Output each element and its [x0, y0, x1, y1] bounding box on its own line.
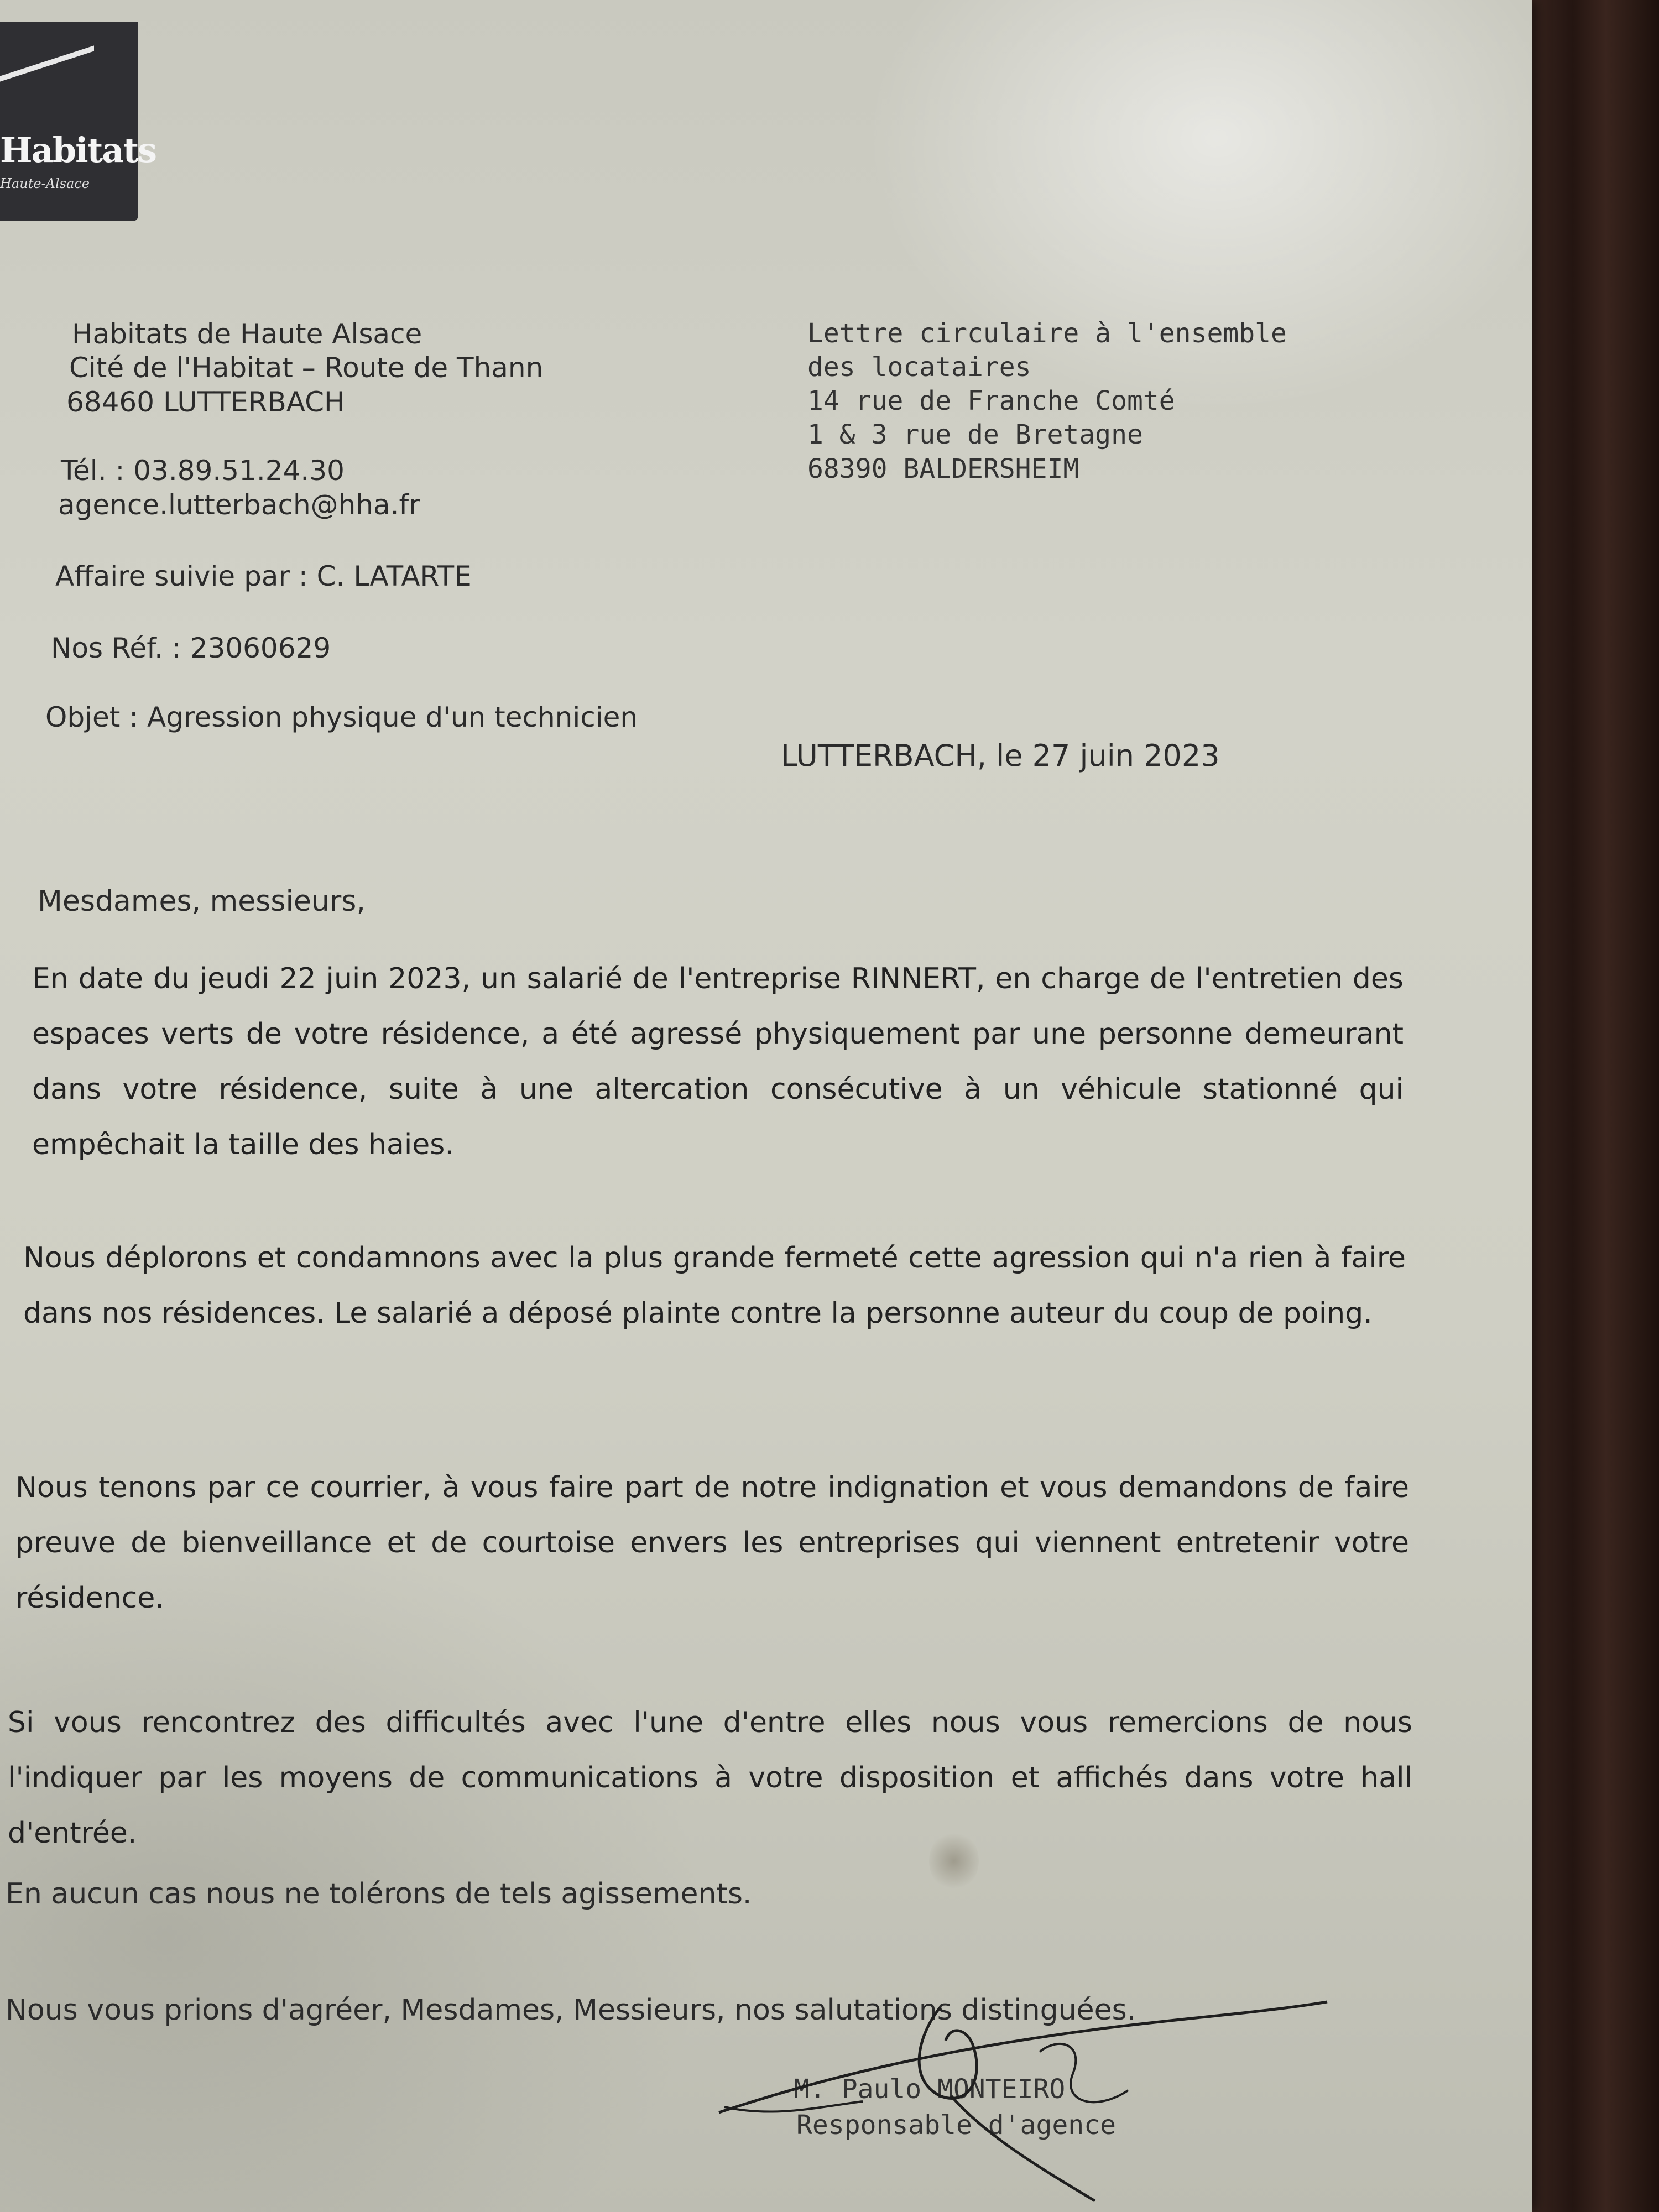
signatory-name: M. Paulo MONTEIRO	[794, 2074, 1066, 2105]
paper-stain	[929, 1830, 979, 1891]
place-date: LUTTERBACH, le 27 juin 2023	[781, 738, 1220, 773]
recipient-line-3: 14 rue de Franche Comté	[807, 385, 1175, 416]
paragraph-5: En aucun cas nous ne tolérons de tels agissements.	[6, 1877, 752, 1911]
signatory-title: Responsable d'agence	[796, 2110, 1116, 2141]
paragraph-3: Nous tenons par ce courrier, à vous faire part de notre indignation et vous demandons de faire preuve de bienveillance et de courtoise envers les entreprises qui viennent entretenir votre résidence.	[15, 1471, 1409, 1615]
handwritten-signature	[708, 1969, 1371, 2212]
logo-tagline: Haute-Alsace	[0, 176, 90, 191]
followed-by: Affaire suivie par : C. LATARTE	[55, 560, 472, 592]
recipient-line-1: Lettre circulaire à l'ensemble	[807, 318, 1287, 349]
logo-roof-icon	[0, 45, 94, 114]
sender-street: Cité de l'Habitat – Route de Thann	[69, 352, 544, 384]
paragraph-1: En date du jeudi 22 juin 2023, un salarié de l'entreprise RINNERT, en charge de l'entretien des espaces verts de votre résidence, a été agressé physiquement par une personne demeurant dans votre résidence, suite à une altercation consécutive à un véhicule stationné qui empêchait la taille des haies.	[32, 962, 1404, 1161]
recipient-line-4: 1 & 3 rue de Bretagne	[807, 419, 1143, 450]
recipient-line-2: des locataires	[807, 352, 1031, 383]
company-logo	[0, 22, 156, 221]
recipient-line-5: 68390 BALDERSHEIM	[807, 453, 1079, 484]
paragraph-4: Si vous rencontrez des difficultés avec l'une d'entre elles nous vous remercions de nous l'indiquer par les moyens de communications à votre disposition et affichés dans votre hall d'entrée.	[8, 1706, 1412, 1850]
subject: Objet : Agression physique d'un technicien	[45, 701, 638, 733]
sender-phone: Tél. : 03.89.51.24.30	[61, 455, 345, 487]
paragraph-2: Nous déplorons et condamnons avec la plus grande fermeté cette agression qui n'a rien à faire dans nos résidences. Le salarié a déposé plainte contre la personne auteur du coup de poing.	[23, 1241, 1406, 1330]
sender-email: agence.lutterbach@hha.fr	[58, 489, 420, 521]
wood-background	[1526, 0, 1659, 2212]
logo-wordmark: Habitats	[0, 130, 156, 170]
closing-formula: Nous vous prions d'agréer, Mesdames, Messieurs, nos salutations distinguées.	[6, 1994, 1136, 2027]
sender-org: Habitats de Haute Alsace	[72, 318, 422, 350]
reference: Nos Réf. : 23060629	[51, 632, 331, 664]
sender-city: 68460 LUTTERBACH	[66, 386, 345, 418]
salutation: Mesdames, messieurs,	[38, 885, 366, 918]
